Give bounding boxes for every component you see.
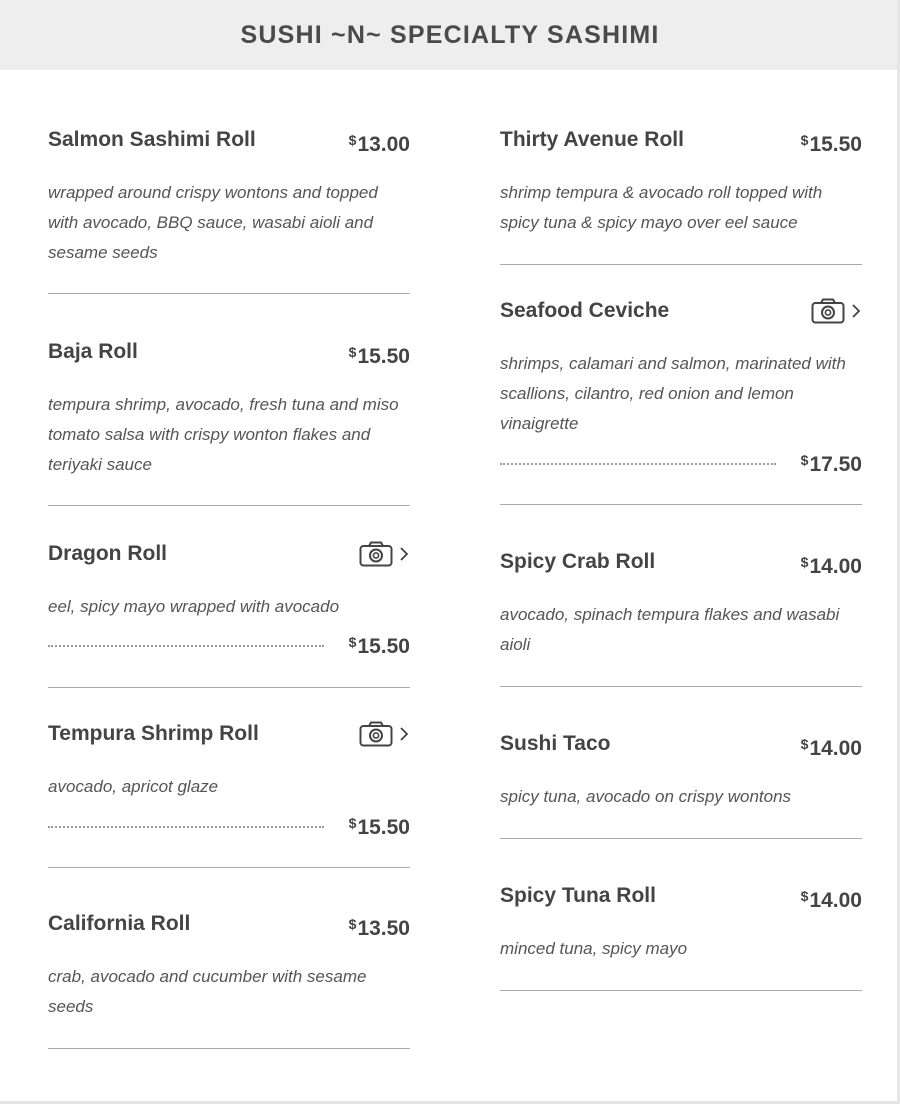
- item-name: Tempura Shrimp Roll: [48, 722, 259, 745]
- item-divider: [48, 1048, 410, 1049]
- view-photo-button[interactable]: [356, 719, 410, 749]
- item-divider: [500, 686, 862, 687]
- item-divider: [500, 264, 862, 265]
- item-description: minced tuna, spicy mayo: [500, 939, 688, 958]
- price-value: 13.50: [357, 917, 410, 940]
- item-name: Salmon Sashimi Roll: [48, 128, 256, 151]
- item-price: [801, 729, 862, 764]
- currency-symbol: $: [348, 132, 357, 148]
- price-row: [48, 808, 410, 838]
- price-row: [48, 627, 410, 657]
- item-name: Seafood Ceviche: [500, 299, 670, 322]
- item-name: Sushi Taco: [500, 732, 611, 755]
- currency-symbol: $: [800, 736, 809, 752]
- item-name: Spicy Crab Roll: [500, 550, 656, 573]
- item-description: eel, spicy mayo wrapped with avocado: [48, 597, 340, 616]
- item-name: Thirty Avenue Roll: [500, 128, 684, 151]
- currency-symbol: $: [348, 815, 357, 831]
- currency-symbol: $: [348, 916, 357, 932]
- price-value: 17.50: [809, 453, 862, 476]
- item-price: [801, 547, 862, 582]
- dot-leader: [500, 463, 776, 465]
- item-name: Baja Roll: [48, 340, 138, 363]
- item-description: tempura shrimp, avocado, fresh tuna and miso tomato salsa with crispy wonton flakes and teriyaki sauce: [48, 395, 399, 474]
- menu-item[interactable]: [500, 547, 862, 654]
- price-value: 14.00: [809, 737, 862, 760]
- view-photo-button[interactable]: [808, 296, 862, 326]
- chevron-right-icon: [850, 302, 862, 320]
- dot-leader: [48, 645, 324, 647]
- item-description: shrimps, calamari and salmon, marinated with scallions, cilantro, red onion and lemon vinaigrette: [500, 354, 846, 433]
- price-row: [500, 445, 862, 475]
- item-divider: [48, 293, 410, 294]
- item-description: avocado, spinach tempura flakes and wasabi aioli: [500, 605, 840, 654]
- item-divider: [48, 867, 410, 868]
- price-value: 15.50: [809, 133, 862, 156]
- item-description: avocado, apricot glaze: [48, 777, 219, 796]
- menu-item[interactable]: [500, 296, 862, 476]
- item-description: wrapped around crispy wontons and topped with avocado, BBQ sauce, wasabi aioli and sesame seeds: [48, 183, 378, 262]
- currency-symbol: $: [800, 452, 809, 468]
- item-name: Spicy Tuna Roll: [500, 884, 656, 907]
- view-photo-button[interactable]: [356, 539, 410, 569]
- item-price: [801, 445, 862, 480]
- item-divider: [48, 505, 410, 506]
- menu-item[interactable]: [48, 125, 410, 262]
- menu-item[interactable]: [500, 125, 862, 232]
- menu-item[interactable]: [500, 881, 862, 958]
- camera-icon: [359, 541, 393, 567]
- price-value: 14.00: [809, 555, 862, 578]
- item-name: Dragon Roll: [48, 542, 167, 565]
- price-value: 15.50: [357, 635, 410, 658]
- price-value: 13.00: [357, 133, 410, 156]
- currency-symbol: $: [800, 132, 809, 148]
- item-price: [349, 808, 410, 843]
- item-description: spicy tuna, avocado on crispy wontons: [500, 787, 792, 806]
- currency-symbol: $: [348, 634, 357, 650]
- item-price: [801, 125, 862, 160]
- item-description: shrimp tempura & avocado roll topped with spicy tuna & spicy mayo over eel sauce: [500, 183, 823, 232]
- chevron-right-icon: [398, 725, 410, 743]
- item-divider: [500, 990, 862, 991]
- price-value: 15.50: [357, 345, 410, 368]
- item-divider: [500, 504, 862, 505]
- item-description: crab, avocado and cucumber with sesame seeds: [48, 967, 367, 1016]
- item-price: [801, 881, 862, 916]
- currency-symbol: $: [800, 888, 809, 904]
- currency-symbol: $: [800, 554, 809, 570]
- section-title: SUSHI ~N~ SPECIALTY SASHIMI: [240, 20, 660, 49]
- menu-item[interactable]: [48, 909, 410, 1016]
- item-divider: [500, 838, 862, 839]
- price-value: 14.00: [809, 889, 862, 912]
- menu-item[interactable]: [500, 729, 862, 806]
- menu-header: [0, 0, 900, 70]
- currency-symbol: $: [348, 344, 357, 360]
- chevron-right-icon: [398, 545, 410, 563]
- camera-icon: [359, 721, 393, 747]
- item-price: [349, 337, 410, 372]
- price-value: 15.50: [357, 816, 410, 839]
- item-name: California Roll: [48, 912, 191, 935]
- item-price: [349, 909, 410, 944]
- menu-item[interactable]: [48, 539, 410, 658]
- dot-leader: [48, 826, 324, 828]
- menu-item[interactable]: [48, 337, 410, 474]
- item-divider: [48, 687, 410, 688]
- menu-item[interactable]: [48, 719, 410, 839]
- item-price: [349, 125, 410, 160]
- item-price: [349, 627, 410, 662]
- camera-icon: [811, 298, 845, 324]
